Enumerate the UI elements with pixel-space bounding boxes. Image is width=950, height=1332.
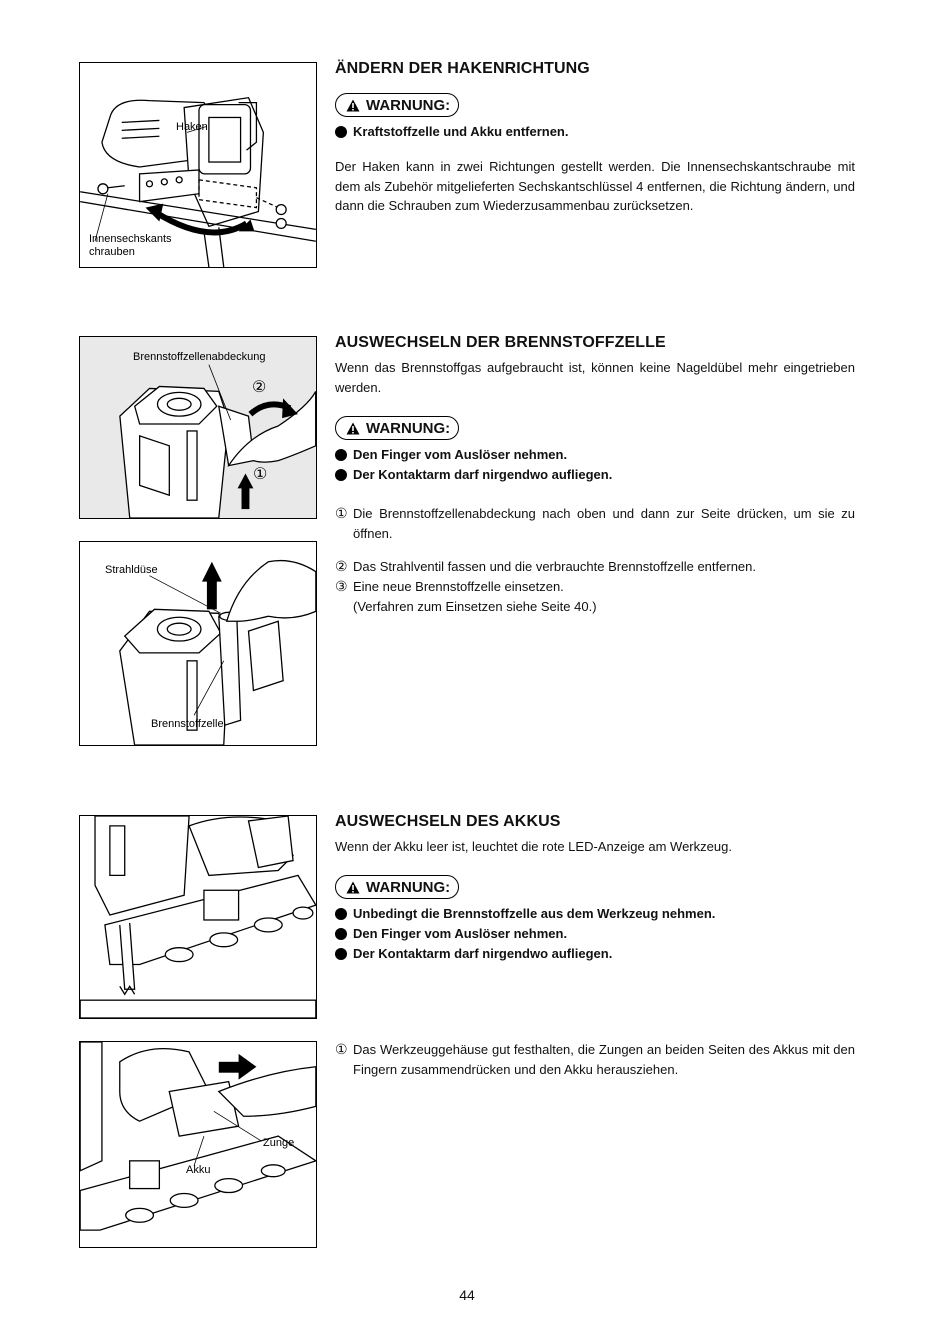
warning-text: Der Kontaktarm darf nirgendwo aufliegen. [353, 946, 613, 961]
warning-list-fuel [335, 445, 612, 485]
bullet-icon [335, 469, 347, 481]
step-text: Das Strahlventil fassen und die verbrauchte Brennstoffzelle entfernen. [353, 559, 756, 574]
callout-nozzle: Strahldüse [105, 564, 158, 576]
callout-battery: Akku [186, 1164, 211, 1176]
callout-fuel-cover: Brennstoffzellenabdeckung [133, 351, 266, 363]
step-number: ① [335, 505, 348, 521]
figure-fuel-cell [79, 541, 317, 746]
warning-item [335, 924, 715, 944]
callout-hex-screws-line2: chrauben [89, 246, 135, 258]
warning-text: Unbedingt die Brennstoffzelle aus dem Werkzeug nehmen. [353, 906, 716, 921]
warning-item [335, 122, 568, 142]
step-marker-1: ① [253, 466, 268, 483]
fuel-step-1 [335, 504, 855, 543]
bullet-icon [335, 928, 347, 940]
fuel-step-3 [335, 577, 855, 597]
warning-item [335, 904, 715, 924]
warning-badge-fuel [335, 416, 459, 440]
callout-fuel-cell: Brennstoffzelle [151, 718, 224, 730]
warning-list-battery [335, 904, 715, 964]
warning-label: WARNUNG: [366, 96, 451, 114]
callout-tongue: Zunge [263, 1137, 295, 1149]
section-title-fuel: AUSWECHSELN DER BRENNSTOFFZELLE [335, 334, 666, 351]
bullet-icon [335, 948, 347, 960]
warning-text: Den Finger vom Auslöser nehmen. [353, 447, 568, 462]
step-number: ② [335, 558, 348, 574]
step-marker-2: ② [252, 379, 267, 396]
callout-hook: Haken [176, 121, 208, 133]
section-title-battery: AUSWECHSELN DES AKKUS [335, 813, 561, 830]
warning-label: WARNUNG: [366, 419, 451, 437]
bullet-icon [335, 449, 347, 461]
step-text: Das Werkzeuggehäuse gut festhalten, die Zungen an beiden Seiten des Akkus mit den Fingern zusammendrücken und den Akku herausziehen. [353, 1042, 855, 1077]
battery-tool-illustration [80, 816, 316, 1018]
bullet-icon [335, 908, 347, 920]
warning-label: WARNUNG: [366, 878, 451, 896]
figure-battery-tool [79, 815, 317, 1019]
battery-intro: Wenn der Akku leer ist, leuchtet die rote LED-Anzeige am Werkzeug. [335, 839, 732, 854]
warning-badge-hook [335, 93, 459, 117]
figure-hook-direction [79, 62, 317, 268]
bullet-icon [335, 126, 347, 138]
fuel-step-note: (Verfahren zum Einsetzen siehe Seite 40.) [353, 599, 597, 614]
warning-triangle-icon [346, 99, 360, 112]
page-number: 44 [459, 1287, 475, 1303]
battery-step-1 [335, 1040, 855, 1079]
hook-instructions: Der Haken kann in zwei Richtungen gestellt werden. Die Innensechskantschraube mit dem als Zubehör mitgelieferten Sechskantschlüssel 4 entfernen, die Richtung ändern, und dann die Schrauben zum Wiederzusammenbau zurücksetzen. [335, 159, 855, 213]
warning-text: Kraftstoffzelle und Akku entfernen. [353, 124, 569, 139]
warning-list-hook [335, 122, 568, 142]
warning-item [335, 944, 715, 964]
callout-hex-screws-line1: Innensechskants [89, 233, 172, 245]
fuel-step-2 [335, 557, 855, 577]
figure-fuel-cover [79, 336, 317, 519]
step-text: Die Brennstoffzellenabdeckung nach oben und dann zur Seite drücken, um sie zu öffnen. [353, 506, 855, 541]
step-number: ① [335, 1041, 348, 1057]
warning-triangle-icon [346, 881, 360, 894]
section-title-hook: ÄNDERN DER HAKENRICHTUNG [335, 60, 590, 77]
warning-item [335, 465, 612, 485]
figure-battery-removal [79, 1041, 317, 1248]
fuel-cover-illustration [80, 337, 316, 518]
warning-text: Den Finger vom Auslöser nehmen. [353, 926, 568, 941]
warning-triangle-icon [346, 422, 360, 435]
step-number: ③ [335, 578, 348, 594]
fuel-intro: Wenn das Brennstoffgas aufgebraucht ist, können keine Nageldübel mehr eingetrieben werden. [335, 360, 855, 395]
warning-item [335, 445, 612, 465]
step-text: Eine neue Brennstoffzelle einsetzen. [353, 579, 564, 594]
warning-badge-battery [335, 875, 459, 899]
warning-text: Der Kontaktarm darf nirgendwo aufliegen. [353, 467, 613, 482]
